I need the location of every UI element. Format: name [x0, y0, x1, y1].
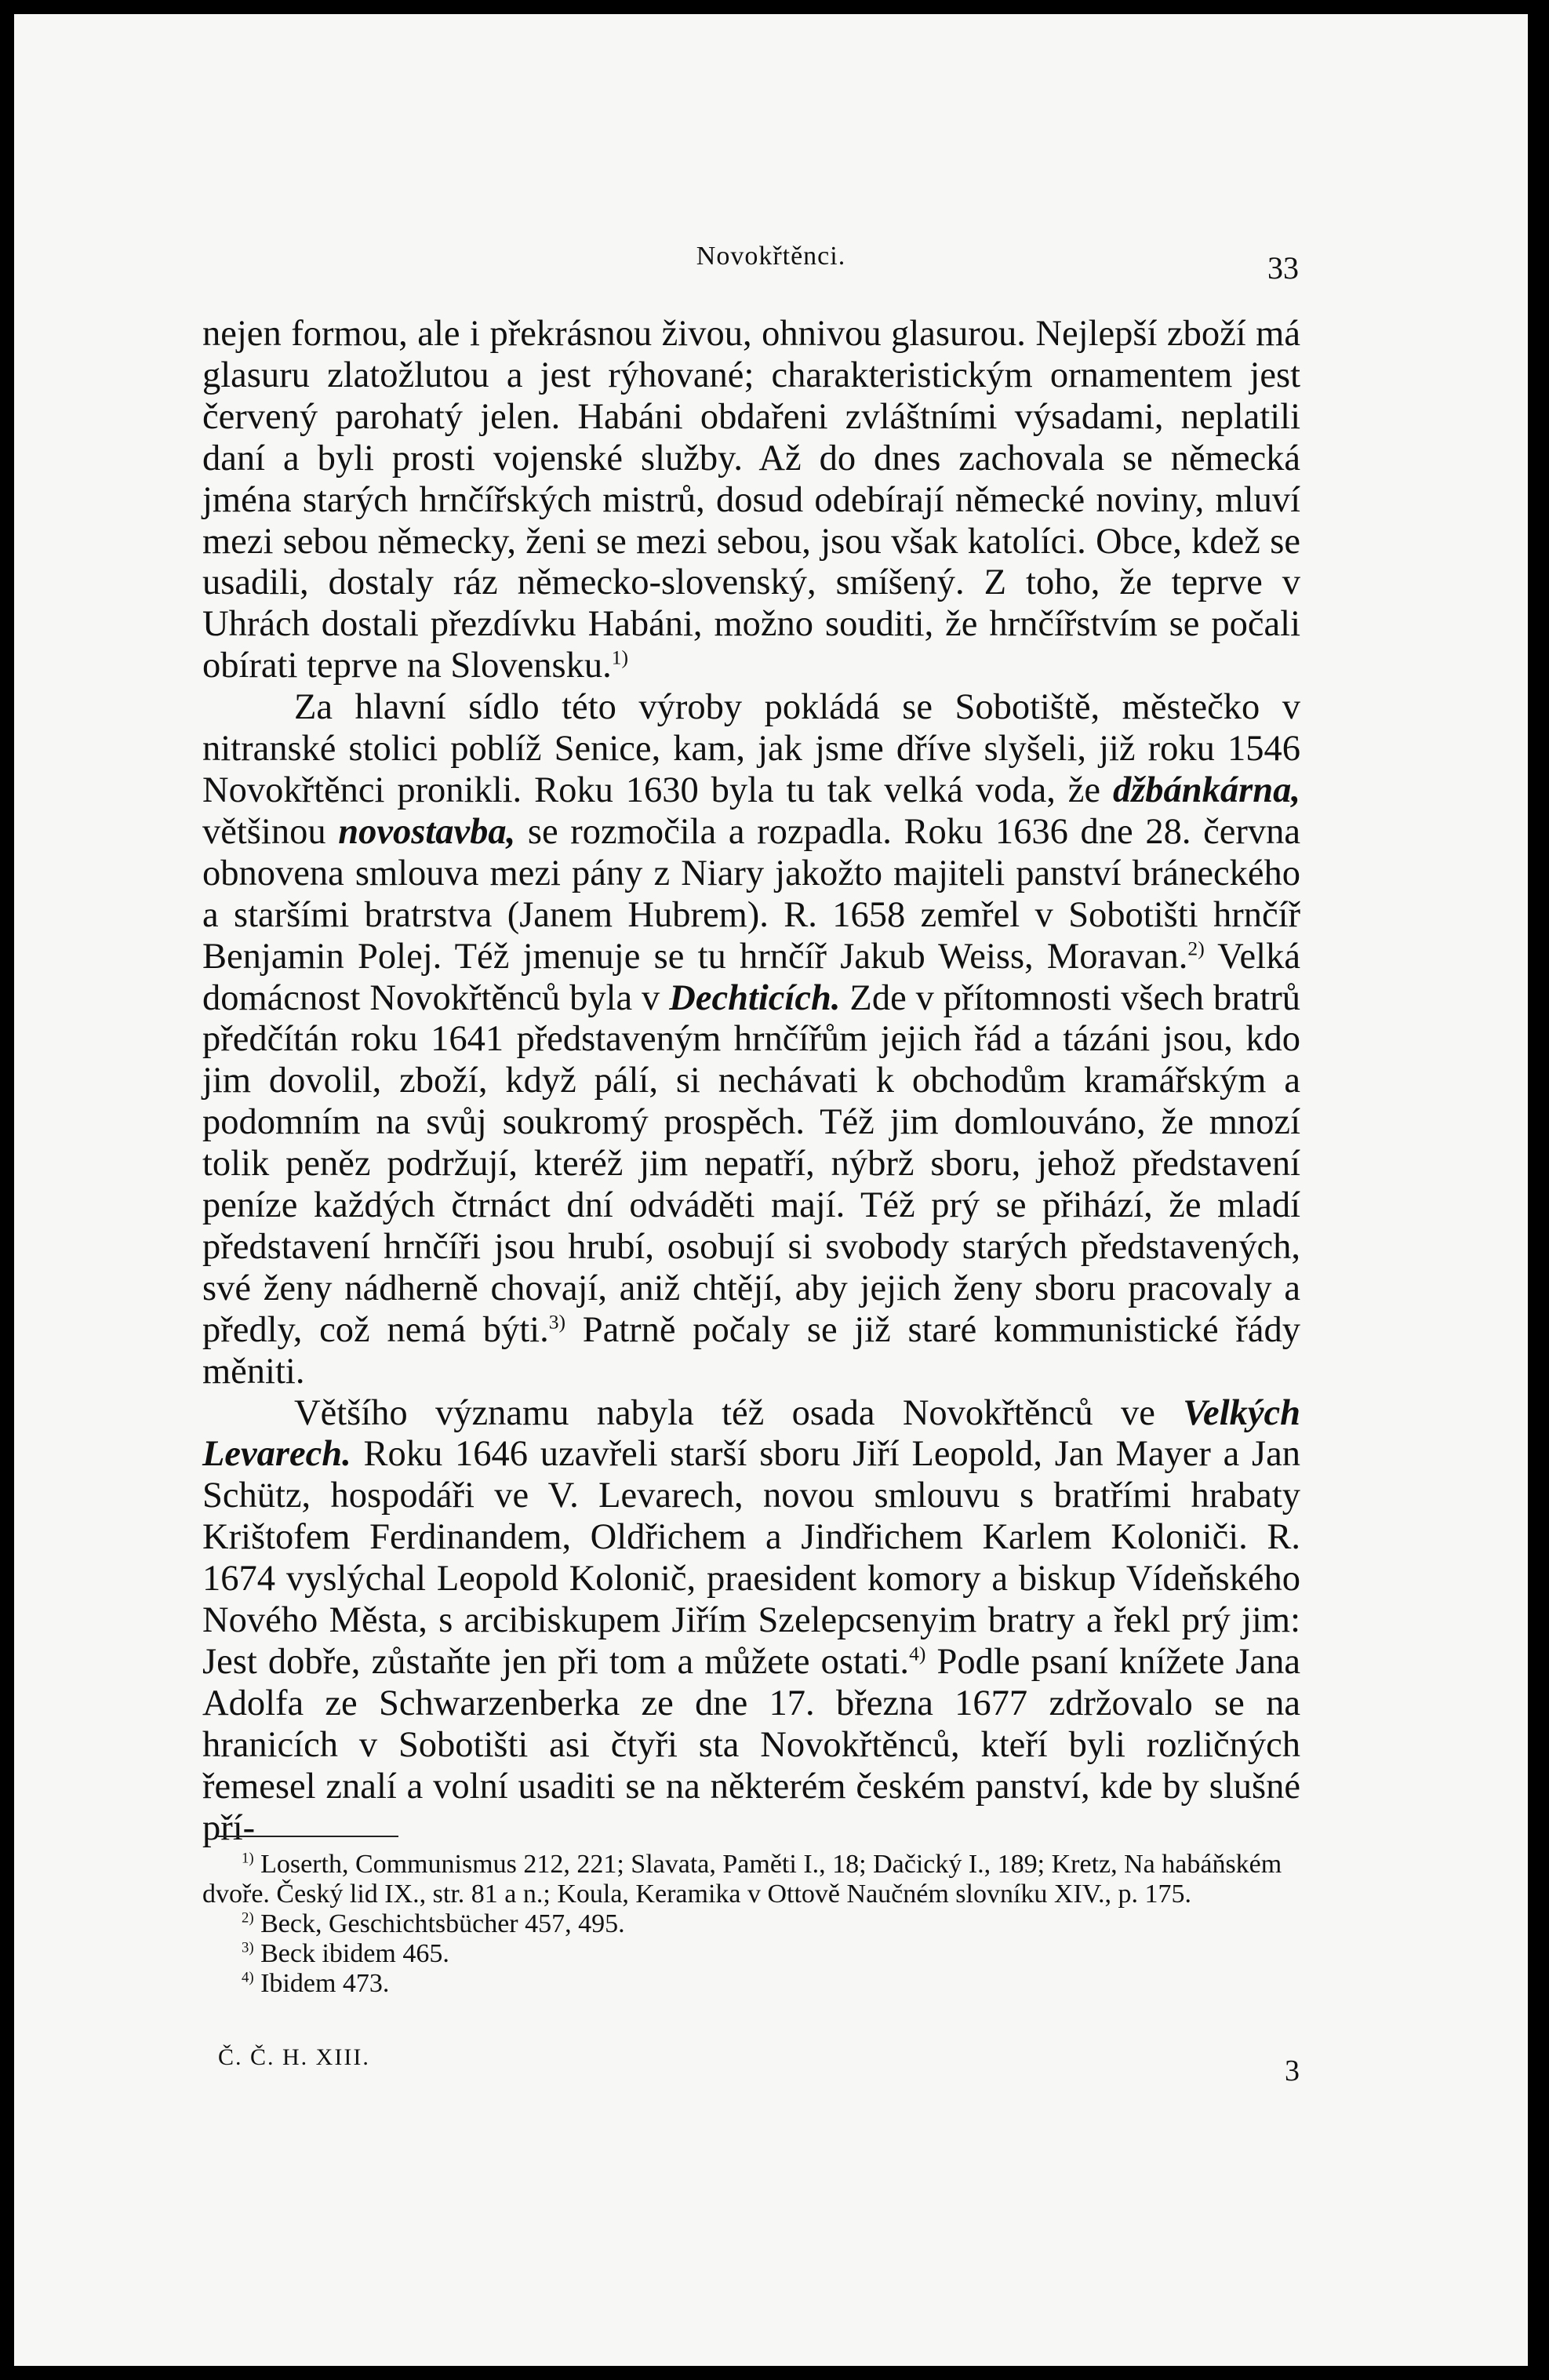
footnote-text: Beck ibidem 465.	[253, 1939, 449, 1968]
italic-place-name: džbánkárna,	[1112, 770, 1300, 810]
page	[14, 14, 1528, 2366]
text-run: Za hlavní sídlo této výroby pokládá se Sobotiště, městečko v nitranské stolici poblíž Senice, kam, jak jsme dříve slyšeli, již roku 1546 Novokřtěnci pronikli. Roku 1630 byla tu tak velká voda, že	[202, 687, 1300, 810]
paragraph	[202, 687, 1300, 1392]
italic-place-name: Velkých Levarech.	[202, 1392, 1300, 1475]
italic-place-name: novostavba,	[338, 811, 516, 852]
footnote-text: Loserth, Communismus 212, 221; Slavata, Paměti I., 18; Dačický I., 189; Kretz, Na habáňském dvoře. Český lid IX., str. 81 a n.; Koula, Keramika v Ottově Naučném slovníku XIV., p. 175.	[202, 1850, 1282, 1909]
text-run: Velká domácnost Novokřtěnců byla v	[202, 936, 1300, 1018]
body-text	[202, 314, 1300, 1850]
footnote-ref: 4)	[909, 1642, 926, 1665]
text-run: Patrně počaly se již staré kommunistické řády měniti.	[202, 1309, 1300, 1392]
text-run: nejen formou, ale i překrásnou živou, ohnivou glasurou. Nejlepší zboží má glasuru zlatožlutou a jest rýhované; charakteristickým ornamentem jest červený parohatý jelen. Habáni obdařeni zvláštními výsadami, neplatili daní a byli prosti vojenské služby. Až do dnes zachovala se německá jména starých hrnčířských mistrů, dosud odebírají německé noviny, mluví mezi sebou německy, ženi se mezi sebou, jsou však katolíci. Obce, kdež se usadili, dostaly ráz německo-slovenský, smíšený. Z toho, že teprve v Uhrách dostali přezdívku Habáni, možno souditi, že hrnčířstvím se počali obírati teprve na Slovensku.	[202, 314, 1300, 686]
footnote-separator	[218, 1836, 398, 1837]
footnote-ref: 1)	[611, 646, 629, 669]
footnote	[202, 1850, 1300, 1909]
footnote-ref: 3)	[548, 1310, 565, 1334]
footnote	[202, 1969, 1300, 1999]
page-number: 33	[1267, 250, 1299, 286]
text-run: většinou	[202, 811, 339, 852]
running-head: Novokřtěnci.	[696, 242, 846, 271]
sheet-number: 3	[1285, 2054, 1300, 2087]
footnote-ref: 2)	[1187, 937, 1205, 960]
footnote-mark: 2)	[242, 1909, 254, 1927]
text-run: Zde v přítomnosti všech bratrů předčítán roku 1641 představeným hrnčířům jejich řád a tázáni jsou, kdo jim dovolil, zboží, když pálí, si nechávati k obchodům kramářským a podomním na svůj soukromý prospěch. Též jim domlouváno, že mnozí tolik peněz podržují, kteréž jim nepatří, nýbrž sboru, jehož představení peníze každých čtrnáct dní odváděti mají. Též prý se přihází, že mladí představení hrnčíři jsou hrubí, osobují si svobody starých představených, své ženy nádherně chovají, aniž chtějí, aby jejich ženy sboru pracovaly a předly, což nemá býti.	[202, 977, 1300, 1350]
text-run: Roku 1646 uzavřeli starší sboru Jiří Leopold, Jan Mayer a Jan Schütz, hospodáři ve V. Levarech, novou smlouvu s bratřími hrabaty Krištofem Ferdinandem, Oldřichem a Jindřichem Karlem Koloniči. R. 1674 vyslýchal Leopold Kolonič, praesident komory a biskup Vídeňského Nového Města, s arcibiskupem Jiřím Szelepcsenyim bratry a řekl prý jim: Jest dobře, zůstaňte jen při tom a můžete ostati.	[202, 1434, 1300, 1682]
footnote-text: Beck, Geschichtsbücher 457, 495.	[253, 1909, 625, 1938]
text-run: Podle psaní knížete Jana Adolfa ze Schwarzenberka ze dne 17. března 1677 zdržovalo se na hranicích v Sobotišti asi čtyři sta Novokřtěnců, kteří byli rozličných řemesel znalí a volní usaditi se na některém českém panství, kde by slušné pří-	[202, 1642, 1301, 1848]
text-run: se rozmočila a rozpadla. Roku 1636 dne 28. června obnovena smlouva mezi pány z Niary jakožto majiteli panství bráneckého a staršími bratrstva (Janem Hubrem). R. 1658 zemřel v Sobotišti hrnčíř Benjamin Polej. Též jmenuje se tu hrnčíř Jakub Weiss, Moravan.	[202, 811, 1300, 977]
footnote-mark: 1)	[242, 1850, 254, 1867]
footnote-mark: 4)	[242, 1969, 254, 1986]
footnote	[202, 1939, 1300, 1969]
paragraph	[202, 1393, 1300, 1850]
paragraph	[202, 314, 1300, 687]
footnote	[202, 1909, 1300, 1939]
footnote-mark: 3)	[242, 1939, 254, 1956]
footnote-text: Ibidem 473.	[253, 1969, 390, 1998]
text-run: Většího významu nabyla též osada Novokřtěnců ve	[294, 1392, 1184, 1433]
signature-mark: Č. Č. H. XIII.	[218, 2044, 370, 2070]
footnotes	[202, 1850, 1300, 1999]
italic-place-name: Dechticích.	[669, 977, 841, 1018]
